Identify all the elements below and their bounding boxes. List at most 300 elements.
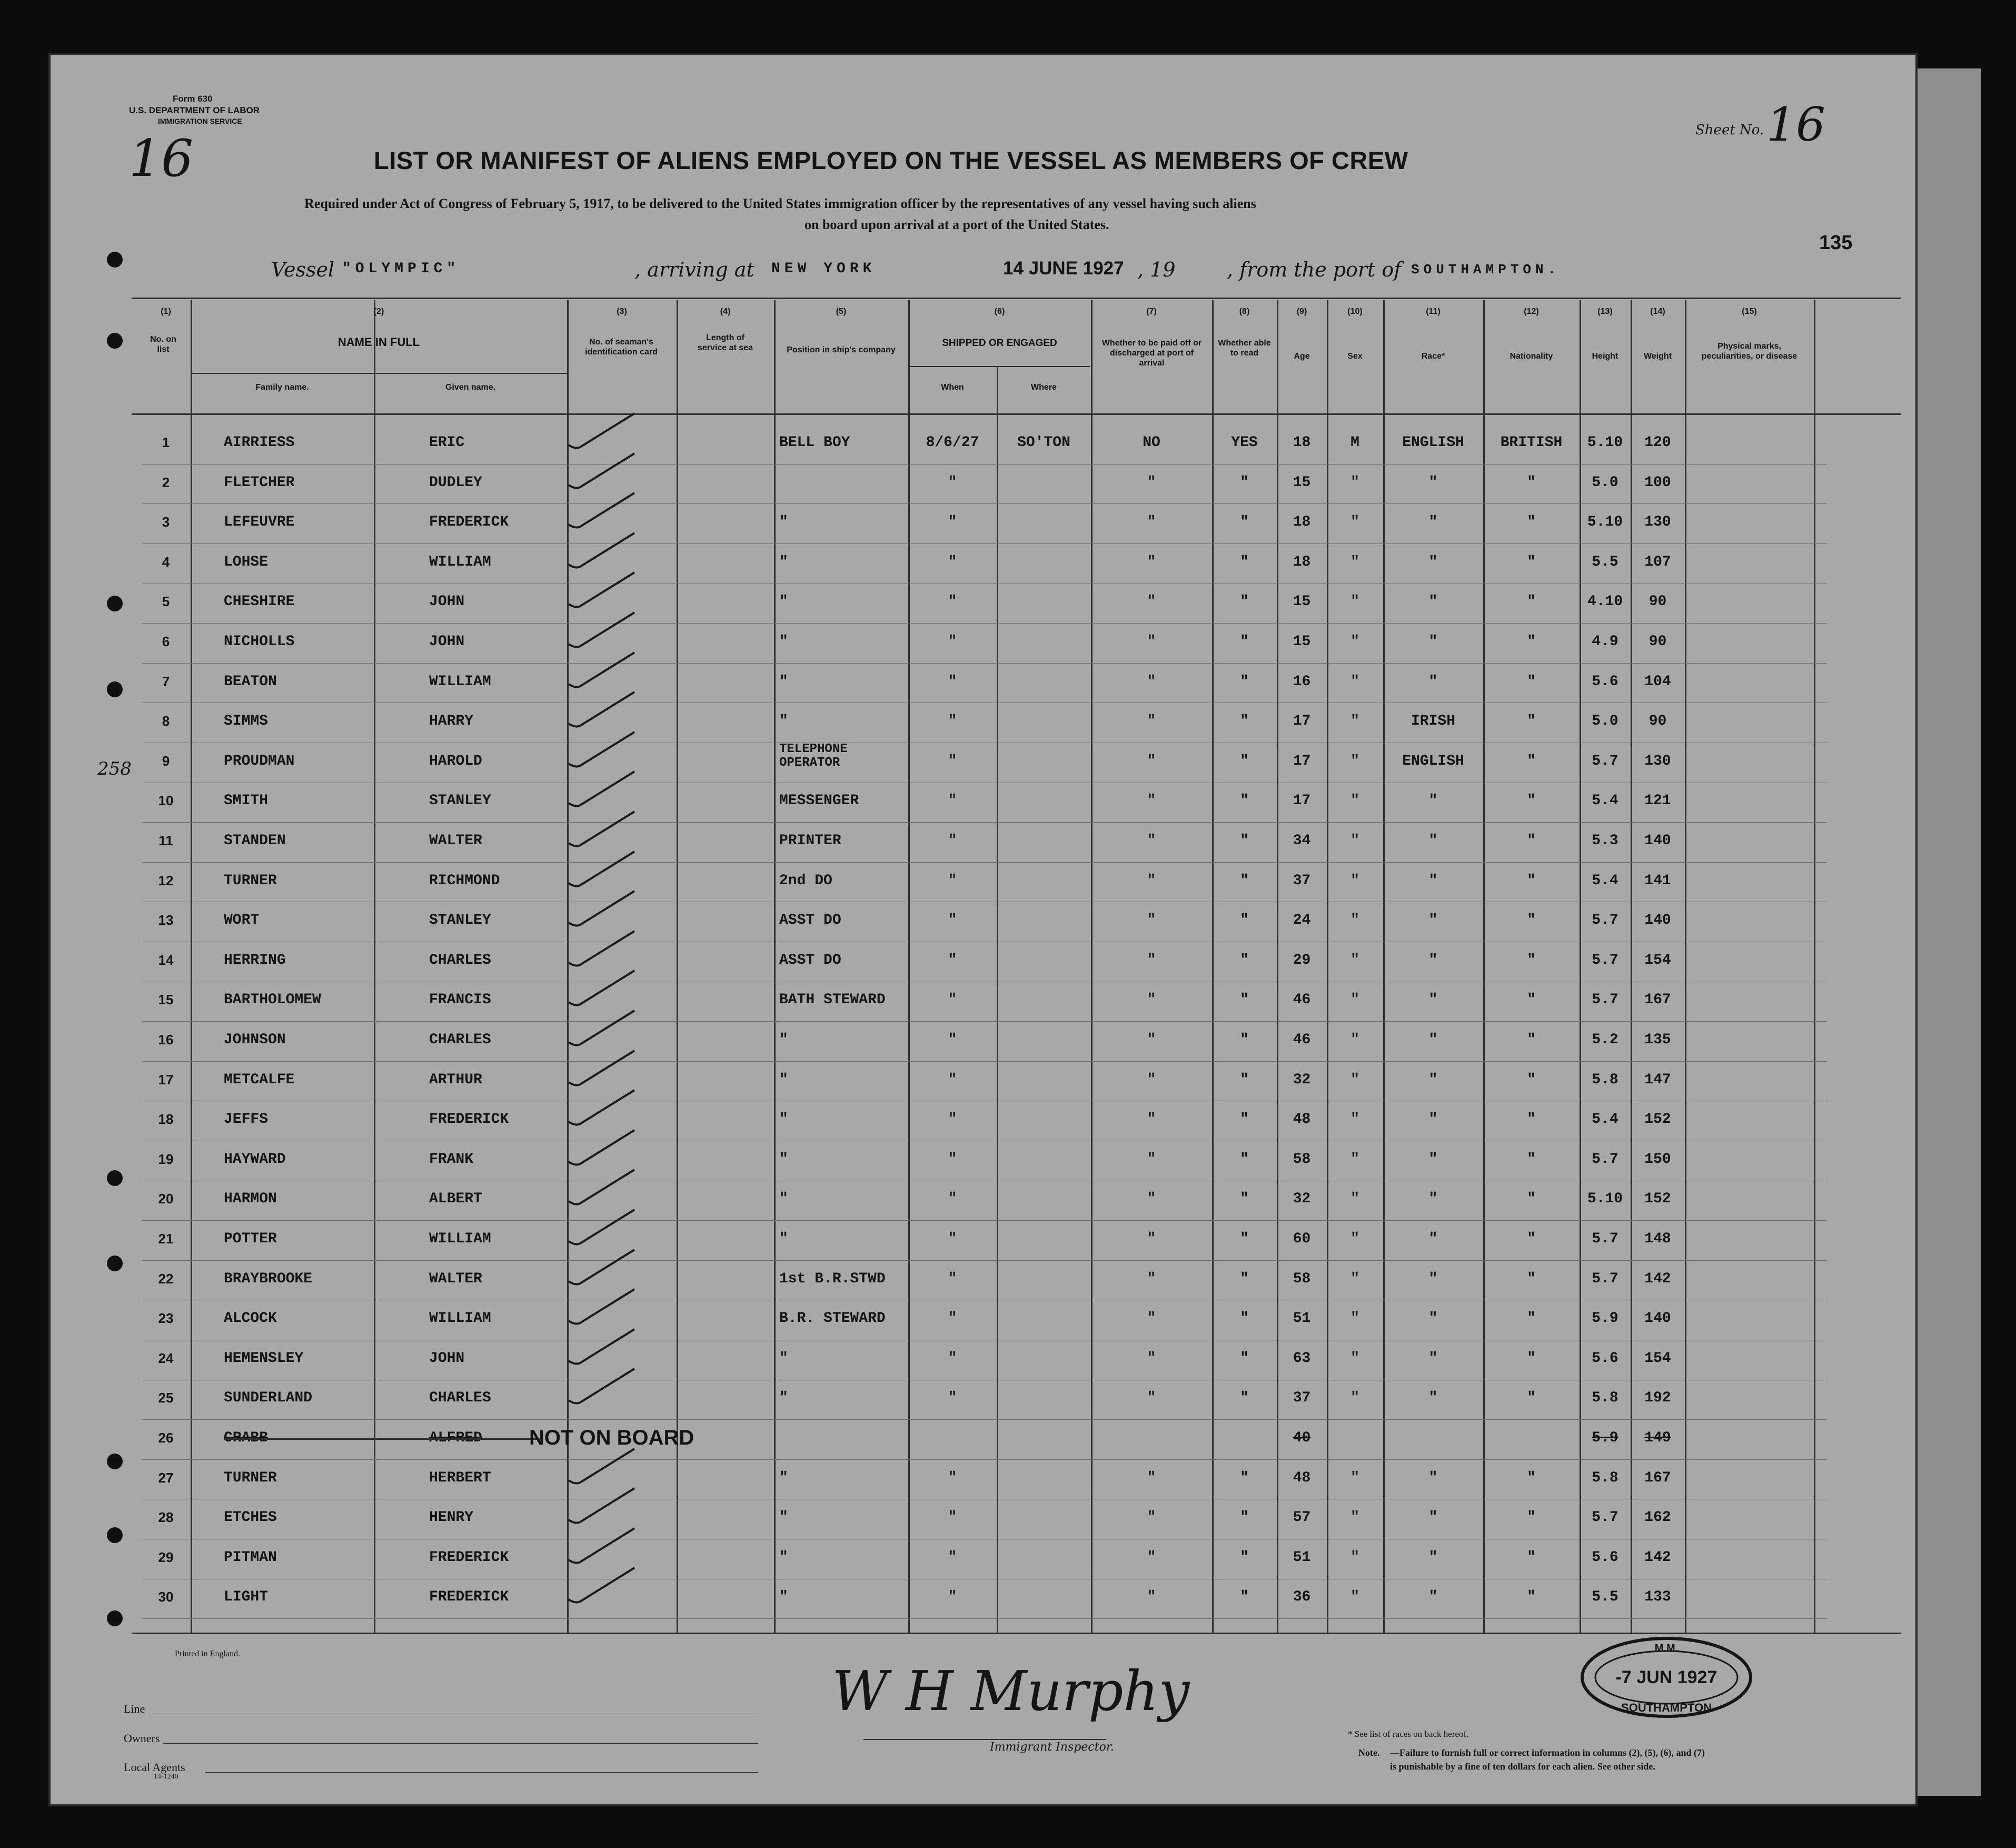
department: U.S. DEPARTMENT OF LABOR: [129, 105, 260, 115]
cell-when: ": [948, 1549, 957, 1566]
cell-weight: 130: [1644, 753, 1671, 769]
sheet-label: Sheet No.: [1695, 122, 1764, 138]
cell-given: FREDERICK: [429, 1111, 509, 1128]
cell-sex: ": [1350, 872, 1359, 889]
col11-number: (11): [1426, 307, 1441, 316]
cell-sex: ": [1350, 1191, 1359, 1208]
row-rule: [142, 623, 1827, 624]
strike-through: [224, 1438, 540, 1440]
cell-position: ": [779, 1032, 788, 1048]
cell-family: LOHSE: [224, 554, 269, 570]
cell-age: 34: [1293, 833, 1311, 849]
cell-read: ": [1240, 474, 1249, 491]
cell-height: 5.3: [1592, 833, 1618, 849]
cell-when: ": [948, 1390, 957, 1407]
cell-age: 16: [1293, 673, 1311, 690]
cell-height: 4.9: [1592, 634, 1618, 650]
cell-height: 5.9: [1592, 1310, 1618, 1327]
col15-number: (15): [1742, 307, 1757, 316]
cell-position: ": [779, 1390, 788, 1407]
cell-family: SMITH: [224, 793, 269, 809]
cell-given: CHARLES: [429, 952, 491, 969]
cell-no: 1: [162, 434, 170, 450]
cell-given: CHARLES: [429, 1390, 491, 1407]
cell-age: 58: [1293, 1151, 1311, 1168]
cell-no: 30: [158, 1589, 174, 1605]
cell-nationality: ": [1527, 1151, 1536, 1168]
cell-sex: ": [1350, 833, 1359, 849]
cell-age: 17: [1293, 753, 1311, 769]
cell-given: STANLEY: [429, 912, 491, 929]
cell-no: 26: [158, 1430, 174, 1446]
cell-race: IRISH: [1411, 713, 1455, 730]
cell-nationality: ": [1527, 1231, 1536, 1247]
cell-sex: ": [1350, 912, 1359, 929]
cell-when: ": [948, 912, 957, 929]
cell-sex: ": [1350, 1549, 1359, 1566]
cell-weight: 167: [1644, 1469, 1671, 1486]
cell-read: ": [1240, 673, 1249, 690]
cell-age: 51: [1293, 1549, 1311, 1566]
cell-sex: ": [1350, 673, 1359, 690]
stamp-date: -7 JUN 1927: [1615, 1667, 1717, 1687]
cell-height: 5.7: [1592, 1231, 1618, 1247]
cell-age: 37: [1293, 1390, 1311, 1407]
stamp-top-text: M.M.: [1654, 1643, 1679, 1654]
cell-race: ": [1428, 1589, 1438, 1606]
cell-nationality: ": [1527, 1310, 1536, 1327]
cell-no: 4: [162, 554, 170, 570]
cell-read: ": [1240, 1549, 1249, 1566]
cell-nationality: BRITISH: [1500, 434, 1563, 451]
cell-when: ": [948, 753, 957, 769]
cell-age: 36: [1293, 1589, 1311, 1606]
cell-family: METCALFE: [224, 1071, 295, 1088]
punch-hole: [107, 1454, 123, 1469]
cell-age: 60: [1293, 1231, 1311, 1247]
col5-number: (5): [836, 307, 847, 316]
cell-family: WORT: [224, 912, 260, 929]
cell-when: ": [948, 793, 957, 809]
col-divider-6b: [997, 366, 998, 1633]
cell-family: SUNDERLAND: [224, 1390, 313, 1407]
cell-paid: ": [1147, 514, 1156, 531]
cell-sex: ": [1350, 1032, 1359, 1048]
cell-nationality: ": [1527, 793, 1536, 809]
form-number: Form 630: [173, 94, 213, 104]
cell-position: BELL BOY: [779, 434, 850, 451]
side-number: 135: [1819, 232, 1853, 254]
cell-paid: ": [1147, 1270, 1156, 1287]
vessel-name: "OLYMPIC": [342, 261, 460, 277]
cell-family: TURNER: [224, 872, 277, 889]
cell-when: ": [948, 1469, 957, 1486]
cell-no: 22: [158, 1270, 174, 1287]
cell-given: FREDERICK: [429, 1589, 509, 1606]
cell-age: 29: [1293, 952, 1311, 969]
cell-height: 5.8: [1592, 1071, 1618, 1088]
cell-sex: ": [1350, 1390, 1359, 1407]
cell-family: BARTHOLOMEW: [224, 992, 321, 1009]
cell-when: ": [948, 1151, 957, 1168]
cell-race: ": [1428, 1509, 1438, 1526]
cell-height: 5.5: [1592, 554, 1618, 570]
cell-weight: 133: [1644, 1589, 1671, 1606]
cell-family: BRAYBROOKE: [224, 1270, 313, 1287]
cell-paid: ": [1147, 713, 1156, 730]
cell-when: ": [948, 634, 957, 650]
cell-read: YES: [1231, 434, 1258, 451]
local-agents-label: Local Agents: [124, 1761, 185, 1774]
col-divider-15: [1685, 300, 1686, 1633]
cell-read: ": [1240, 594, 1249, 610]
col3-header: No. of seaman's identification card: [585, 338, 658, 357]
cell-when: ": [948, 594, 957, 610]
cell-height: 5.4: [1592, 872, 1618, 889]
col3-number: (3): [617, 307, 627, 316]
punch-hole: [107, 333, 123, 349]
cell-position: 1st B.R.STWD: [779, 1270, 886, 1287]
cell-given: WILLIAM: [429, 673, 491, 690]
cell-when: ": [948, 833, 957, 849]
cell-height: 5.7: [1592, 1151, 1618, 1168]
cell-sex: ": [1350, 1350, 1359, 1367]
cell-sex: ": [1350, 634, 1359, 650]
cell-position: ": [779, 673, 788, 690]
cell-nationality: ": [1527, 1032, 1536, 1048]
arriving-label: , arriving at: [634, 258, 754, 281]
cell-when: ": [948, 1270, 957, 1287]
col2-number: (2): [373, 307, 384, 316]
cell-age: 32: [1293, 1191, 1311, 1208]
col15-header: Physical marks, peculiarities, or disease: [1701, 342, 1797, 361]
punch-hole: [107, 1256, 123, 1271]
cell-family: CRABB: [224, 1430, 269, 1446]
cell-position: ": [779, 1509, 788, 1526]
cell-paid: ": [1147, 793, 1156, 809]
col13-header: Height: [1592, 352, 1618, 361]
cell-height: 5.10: [1587, 1191, 1623, 1208]
cell-weight: 135: [1644, 1032, 1671, 1048]
cell-no: 17: [158, 1071, 174, 1088]
cell-nationality: ": [1527, 634, 1536, 650]
col9-header: Age: [1294, 352, 1310, 361]
cell-weight: 152: [1644, 1191, 1671, 1208]
cell-family: NICHOLLS: [224, 634, 295, 650]
cell-age: 58: [1293, 1270, 1311, 1287]
cell-paid: ": [1147, 1111, 1156, 1128]
cell-family: SIMMS: [224, 713, 269, 730]
cell-given: JOHN: [429, 634, 465, 650]
cell-race: ": [1428, 673, 1438, 690]
cell-sex: ": [1350, 793, 1359, 809]
cell-when: ": [948, 1231, 957, 1247]
cell-sex: ": [1350, 1469, 1359, 1486]
cell-race: ": [1428, 474, 1438, 491]
cell-read: ": [1240, 1071, 1249, 1088]
cell-no: 18: [158, 1111, 174, 1128]
cell-sex: ": [1350, 554, 1359, 570]
cell-nationality: ": [1527, 912, 1536, 929]
cell-height: 5.7: [1592, 753, 1618, 769]
cell-family: LIGHT: [224, 1589, 269, 1606]
cell-height: 5.6: [1592, 1549, 1618, 1566]
cell-paid: ": [1147, 912, 1156, 929]
cell-age: 40: [1293, 1430, 1311, 1446]
cell-family: HERRING: [224, 952, 286, 969]
row-rule: [142, 663, 1827, 664]
cell-weight: 150: [1644, 1151, 1671, 1168]
col4-header: Length of service at sea: [698, 333, 753, 352]
cell-weight: 149: [1644, 1430, 1671, 1446]
printed-in-england: Printed in England.: [175, 1649, 240, 1658]
inspector-label: Immigrant Inspector.: [990, 1741, 1114, 1754]
cell-no: 29: [158, 1549, 174, 1565]
name-subheader-rule: [191, 373, 567, 374]
cell-paid: ": [1147, 1390, 1156, 1407]
row-rule: [142, 464, 1827, 465]
cell-sex: ": [1350, 594, 1359, 610]
punch-hole: [107, 681, 123, 697]
cell-given: HENRY: [429, 1509, 474, 1526]
col13-number: (13): [1597, 307, 1613, 316]
races-note: * See list of races on back hereof.: [1348, 1729, 1469, 1739]
cell-weight: 147: [1644, 1071, 1671, 1088]
cell-when: ": [948, 1310, 957, 1327]
cell-race: ": [1428, 1390, 1438, 1407]
cell-nationality: ": [1527, 952, 1536, 969]
cell-when: ": [948, 952, 957, 969]
cell-weight: 90: [1648, 594, 1667, 610]
cell-height: 5.2: [1592, 1032, 1618, 1048]
cell-given: DUDLEY: [429, 474, 482, 491]
cell-family: BEATON: [224, 673, 277, 690]
cell-when: ": [948, 1191, 957, 1208]
cell-family: HEMENSLEY: [224, 1350, 304, 1367]
cell-position: MESSENGER: [779, 793, 859, 809]
note-line1: —Failure to furnish full or correct information in columns (2), (5), (6), and (7): [1390, 1747, 1705, 1758]
cell-age: 18: [1293, 514, 1311, 531]
cell-when: 8/6/27: [926, 434, 979, 451]
cell-given: ALBERT: [429, 1191, 482, 1208]
cell-paid: ": [1147, 753, 1156, 769]
cell-family: PITMAN: [224, 1549, 277, 1566]
cell-age: 17: [1293, 793, 1311, 809]
row-rule: [142, 1021, 1827, 1022]
cell-position: 2nd DO: [779, 872, 832, 889]
cell-height: 5.7: [1592, 912, 1618, 929]
col5-header: Position in ship's company: [787, 345, 896, 354]
cell-no: 3: [162, 514, 170, 530]
southampton-stamp: [1577, 1633, 1756, 1722]
cell-height: 5.7: [1592, 952, 1618, 969]
cell-given: FRANK: [429, 1151, 474, 1168]
cell-given: FREDERICK: [429, 514, 509, 531]
cell-race: ": [1428, 554, 1438, 570]
cell-weight: 140: [1644, 833, 1671, 849]
cell-sex: ": [1350, 514, 1359, 531]
cell-read: ": [1240, 1191, 1249, 1208]
cell-weight: 141: [1644, 872, 1671, 889]
cell-no: 13: [158, 912, 174, 928]
cell-age: 48: [1293, 1469, 1311, 1486]
cell-when: ": [948, 554, 957, 570]
cell-when: ": [948, 1071, 957, 1088]
cell-race: ": [1428, 833, 1438, 849]
cell-weight: 142: [1644, 1270, 1671, 1287]
cell-weight: 154: [1644, 952, 1671, 969]
cell-family: HARMON: [224, 1191, 277, 1208]
cell-no: 23: [158, 1310, 174, 1327]
col6-header: SHIPPED OR ENGAGED: [942, 338, 1057, 349]
cell-paid: ": [1147, 1032, 1156, 1048]
cell-when: ": [948, 474, 957, 491]
cell-sex: ": [1350, 474, 1359, 491]
subtitle-line2: on board upon arrival at a port of the United States.: [805, 217, 1109, 232]
note-line2: is punishable by a fine of ten dollars for each alien. See other side.: [1390, 1761, 1655, 1772]
cell-no: 5: [162, 594, 170, 610]
cell-family: PROUDMAN: [224, 753, 295, 769]
cell-no: 10: [158, 793, 174, 809]
cell-position: ": [779, 514, 788, 531]
cell-paid: ": [1147, 952, 1156, 969]
cell-sex: ": [1350, 1270, 1359, 1287]
cell-nationality: ": [1527, 753, 1536, 769]
cell-position: ": [779, 634, 788, 650]
row-rule: [142, 1618, 1827, 1619]
col6-number: (6): [994, 307, 1005, 316]
cell-sex: ": [1350, 992, 1359, 1009]
cell-race: ": [1428, 1310, 1438, 1327]
stamp-bottom-text: SOUTHAMPTON: [1621, 1701, 1712, 1714]
cell-given: CHARLES: [429, 1032, 491, 1048]
from-label: , from the port of: [1227, 258, 1402, 281]
cell-no: 15: [158, 992, 174, 1008]
cell-weight: 120: [1644, 434, 1671, 451]
cell-weight: 100: [1644, 474, 1671, 491]
col1-number: (1): [161, 307, 171, 316]
given-name-header: Given name.: [445, 383, 496, 392]
cell-race: ": [1428, 793, 1438, 809]
cell-read: ": [1240, 554, 1249, 570]
cell-nationality: ": [1527, 514, 1536, 531]
col14-number: (14): [1650, 307, 1665, 316]
cell-race: ": [1428, 1350, 1438, 1367]
form-code: 14-1240: [154, 1773, 178, 1781]
cell-family: TURNER: [224, 1469, 277, 1486]
cell-read: ": [1240, 1151, 1249, 1168]
cell-no: 16: [158, 1032, 174, 1047]
row-rule: [142, 503, 1827, 504]
col12-header: Nationality: [1509, 352, 1553, 361]
cell-family: ETCHES: [224, 1509, 277, 1526]
punch-hole: [107, 1610, 123, 1626]
cell-position: BATH STEWARD: [779, 992, 886, 1009]
col-divider-2: [374, 300, 375, 1633]
cell-position: ": [779, 594, 788, 610]
cell-height: 5.0: [1592, 474, 1618, 491]
cell-race: ": [1428, 1270, 1438, 1287]
cell-family: JEFFS: [224, 1111, 269, 1128]
cell-position: ": [779, 713, 788, 730]
inspector-signature: W H Murphy: [832, 1659, 1190, 1723]
cell-height: 5.0: [1592, 713, 1618, 730]
cell-nationality: ": [1527, 1549, 1536, 1566]
cell-paid: ": [1147, 1589, 1156, 1606]
vessel-label: Vessel: [271, 258, 335, 281]
cell-height: 5.10: [1587, 434, 1623, 451]
cell-read: ": [1240, 833, 1249, 849]
cell-no: 21: [158, 1231, 174, 1247]
cell-sex: ": [1350, 1071, 1359, 1088]
cell-no: 12: [158, 872, 174, 888]
cell-no: 2: [162, 474, 170, 490]
cell-paid: ": [1147, 1310, 1156, 1327]
cell-no: 28: [158, 1509, 174, 1526]
agents-field-rule: [205, 1772, 758, 1773]
note-label: Note.: [1358, 1747, 1380, 1758]
cell-race: ": [1428, 1071, 1438, 1088]
row-rule: [142, 1260, 1827, 1261]
cell-paid: ": [1147, 673, 1156, 690]
row-rule: [142, 822, 1827, 823]
row-rule: [142, 1459, 1827, 1460]
row-rule: [142, 862, 1827, 863]
cell-no: 11: [158, 833, 173, 848]
cell-height: 4.10: [1587, 594, 1623, 610]
table-top-rule: [132, 298, 1901, 299]
cell-age: 18: [1293, 434, 1311, 451]
cell-read: ": [1240, 634, 1249, 650]
cell-when: ": [948, 713, 957, 730]
cell-given: HERBERT: [429, 1469, 491, 1486]
cell-given: ARTHUR: [429, 1071, 482, 1088]
cell-read: ": [1240, 1350, 1249, 1367]
cell-nationality: ": [1527, 833, 1536, 849]
cell-race: ": [1428, 1032, 1438, 1048]
cell-nationality: ": [1527, 992, 1536, 1009]
cell-height: 5.5: [1592, 1589, 1618, 1606]
cell-weight: 154: [1644, 1350, 1671, 1367]
cell-given: RICHMOND: [429, 872, 500, 889]
col12-number: (12): [1524, 307, 1539, 316]
cell-position: ": [779, 1071, 788, 1088]
line-label: Line: [124, 1702, 145, 1715]
not-on-board-note: NOT ON BOARD: [529, 1426, 694, 1449]
punch-hole: [107, 1170, 123, 1186]
cell-no: 8: [162, 713, 170, 729]
owners-label: Owners: [124, 1732, 160, 1745]
cell-where: SO'TON: [1017, 434, 1070, 451]
cell-height: 5.7: [1592, 992, 1618, 1009]
cell-family: POTTER: [224, 1231, 277, 1247]
cell-sex: M: [1350, 434, 1359, 451]
cell-weight: 90: [1648, 713, 1667, 730]
cell-race: ": [1428, 912, 1438, 929]
cell-when: ": [948, 514, 957, 531]
cell-no: 25: [158, 1390, 174, 1406]
cell-position: ASST DO: [779, 912, 841, 929]
cell-no: 14: [158, 952, 174, 968]
cell-sex: ": [1350, 1589, 1359, 1606]
cell-family: LEFEUVRE: [224, 514, 295, 531]
punch-hole: [107, 1527, 123, 1543]
cell-weight: 104: [1644, 673, 1671, 690]
cell-race: ": [1428, 1151, 1438, 1168]
cell-sex: ": [1350, 1111, 1359, 1128]
cell-height: 5.8: [1592, 1469, 1618, 1486]
cell-weight: 167: [1644, 992, 1671, 1009]
